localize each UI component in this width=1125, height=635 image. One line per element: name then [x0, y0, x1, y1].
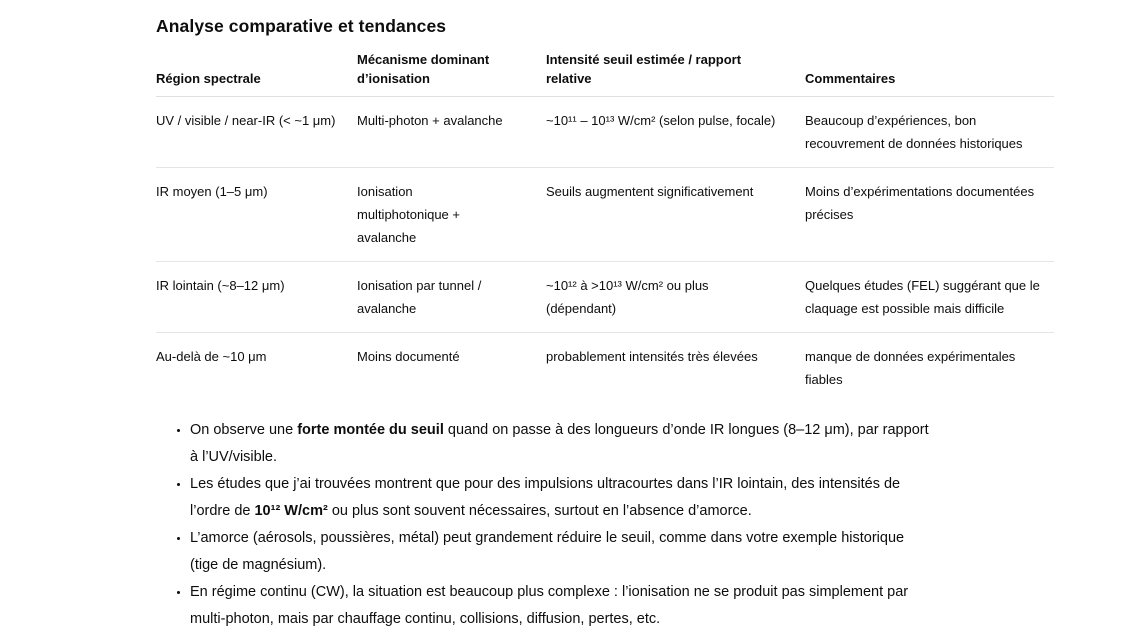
bold-text-segment: 10¹² W/cm²: [254, 503, 328, 519]
bullet-item: [190, 417, 931, 471]
column-header-intensite: Intensité seuil estimée / rapport relative: [546, 52, 742, 86]
column-header-region-spectrale: Région spectrale: [156, 71, 261, 86]
bullet-item: [190, 525, 931, 579]
page-title: Analyse comparative et tendances: [156, 16, 447, 36]
analysis-section: [156, 0, 1054, 633]
bold-text-segment: forte montée du seuil: [297, 422, 444, 438]
column-header-commentaires: Commentaires: [805, 71, 896, 86]
comparison-table: [156, 50, 1054, 403]
table-cell: ~10¹¹ – 10¹³ W/cm² (selon pulse, focale): [546, 113, 776, 128]
table-row: [156, 168, 1054, 262]
table-cell: Au-delà de ~10 μm: [156, 349, 267, 364]
table-cell: UV / visible / near-IR (< ~1 μm): [156, 113, 336, 128]
table-cell: Moins documenté: [357, 349, 460, 364]
table-cell: IR moyen (1–5 μm): [156, 184, 268, 199]
table-cell: Multi-photon + avalanche: [357, 113, 503, 128]
table-row: [156, 262, 1054, 333]
table-cell: probablement intensités très élevées: [546, 349, 758, 364]
bullet-item: [190, 579, 931, 633]
table-header-row: [156, 50, 1054, 97]
table-row: [156, 97, 1054, 168]
bullet-list: [156, 417, 931, 633]
table-cell: Seuils augmentent significativement: [546, 184, 754, 199]
table-cell: ~10¹² à >10¹³ W/cm² ou plus (dépendant): [546, 278, 709, 316]
table-cell: IR lointain (~8–12 μm): [156, 278, 285, 293]
bullet-item: [190, 471, 931, 525]
table-cell: Quelques études (FEL) suggérant que le claquage est possible mais difficile: [805, 278, 1040, 316]
text-segment: En régime continu (CW), la situation est beaucoup plus complexe : l’ionisation ne se produit pas simplement par multi-photon, mais par chauffage continu, collisions, diffusion, pertes, etc.: [190, 584, 909, 627]
text-segment: quand on passe à des longueurs d’onde IR longues (8–12 μm), par rapport à l’UV/visible.: [190, 422, 929, 465]
table-cell: Moins d’expérimentations documentées précises: [805, 184, 1035, 222]
text-segment: On observe une: [190, 422, 298, 438]
text-segment: ou plus sont souvent nécessaires, surtout en l’absence d’amorce.: [327, 503, 752, 519]
table-cell: manque de données expérimentales fiables: [805, 349, 1016, 387]
table-cell: Ionisation multiphotonique + avalanche: [357, 184, 460, 245]
table-row: [156, 333, 1054, 404]
text-segment: L’amorce (aérosols, poussières, métal) peut grandement réduire le seuil, comme dans votre exemple historique (tige de magnésium).: [190, 530, 905, 573]
table-cell: Ionisation par tunnel / avalanche: [357, 278, 482, 316]
table-cell: Beaucoup d’expériences, bon recouvrement de données historiques: [805, 113, 1023, 151]
text-segment: Les études que j’ai trouvées montrent que pour des impulsions ultracourtes dans l’IR lointain, des intensités de l’ordre de: [190, 476, 901, 519]
column-header-mecanisme: Mécanisme dominant d’ionisation: [357, 52, 490, 86]
